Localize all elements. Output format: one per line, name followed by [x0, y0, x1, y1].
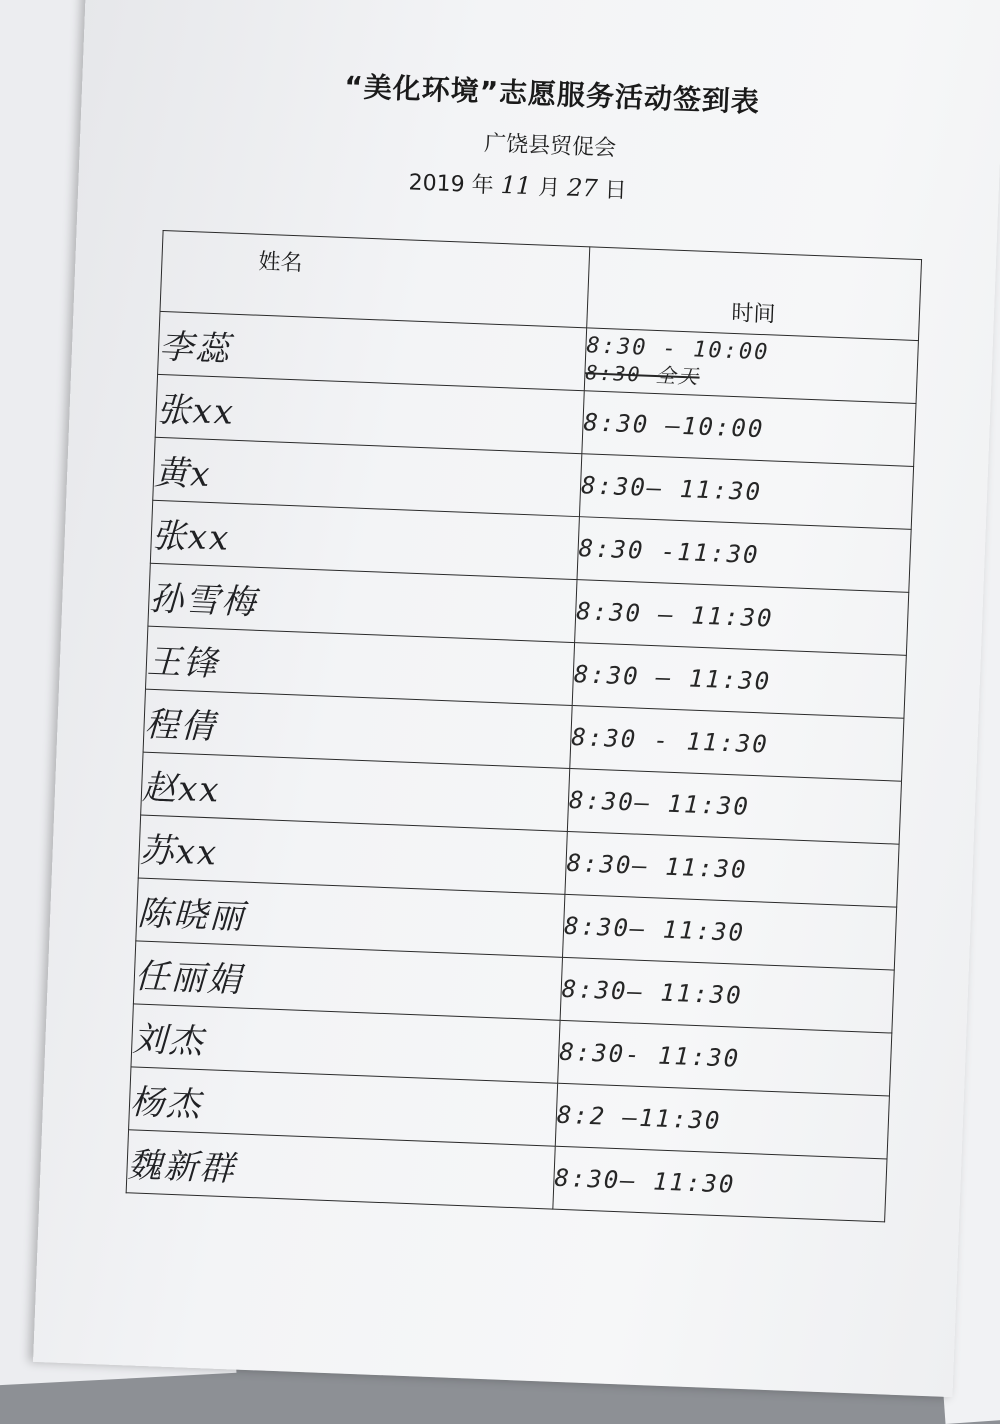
signature-cell: 魏新群	[126, 1130, 555, 1209]
time-cell: 8:30— 11:30	[579, 454, 913, 530]
time-cell: 8:30— 11:30	[565, 831, 899, 907]
time-cell: 8:30— 11:30	[567, 768, 901, 844]
time-cell: 8:30— 11:30	[563, 894, 897, 970]
signature-cell: 张xx	[150, 500, 579, 579]
time-cell: 8:30 —10:00	[582, 391, 916, 467]
time-cell: 8:30— 11:30	[560, 957, 894, 1033]
signature-cell: 刘杰	[131, 1004, 560, 1083]
time-cell: 8:30 — 11:30	[572, 643, 906, 719]
date-day: 27	[566, 173, 599, 203]
signature-cell: 李蕊	[158, 311, 587, 390]
document-title: “美化环境”志愿服务活动签到表	[343, 69, 761, 119]
date-month-suffix: 月	[537, 175, 561, 202]
time-cell: 8:2 —11:30	[555, 1083, 889, 1159]
time-cell: 8:30 -11:30	[577, 517, 911, 593]
attendance-table	[126, 230, 922, 1222]
date-day-suffix: 日	[604, 177, 628, 204]
signature-cell: 苏xx	[138, 815, 567, 894]
time-value: 8:30 - 10:00	[586, 333, 770, 366]
struck-time-value: 8:30 全天	[585, 360, 701, 389]
signature-cell: 赵xx	[141, 752, 570, 831]
date-year-suffix: 年	[471, 172, 495, 199]
time-cell: 8:30- 11:30	[558, 1020, 892, 1096]
sign-in-sheet-page	[33, 0, 1000, 1397]
signature-cell: 王锋	[145, 626, 574, 705]
document-date	[408, 165, 769, 210]
time-cell: 8:30 — 11:30	[575, 580, 909, 656]
signature-cell: 杨杰	[129, 1067, 558, 1146]
header-time: 时间	[587, 247, 922, 341]
signature-cell: 程倩	[143, 689, 572, 768]
organization-name: 广饶县贸促会	[483, 131, 617, 162]
time-cell: 8:30 - 11:30	[570, 706, 904, 782]
signature-cell: 黄x	[153, 437, 582, 516]
date-month: 11	[500, 170, 532, 201]
signature-cell: 张xx	[155, 374, 584, 453]
signature-cell: 孙雪梅	[148, 563, 577, 642]
signature-cell: 任丽娟	[133, 941, 562, 1020]
date-year: 2019	[408, 170, 466, 198]
time-cell: 8:30— 11:30	[553, 1146, 887, 1222]
header-name: 姓名	[160, 230, 590, 327]
signature-cell: 陈晓丽	[136, 878, 565, 957]
